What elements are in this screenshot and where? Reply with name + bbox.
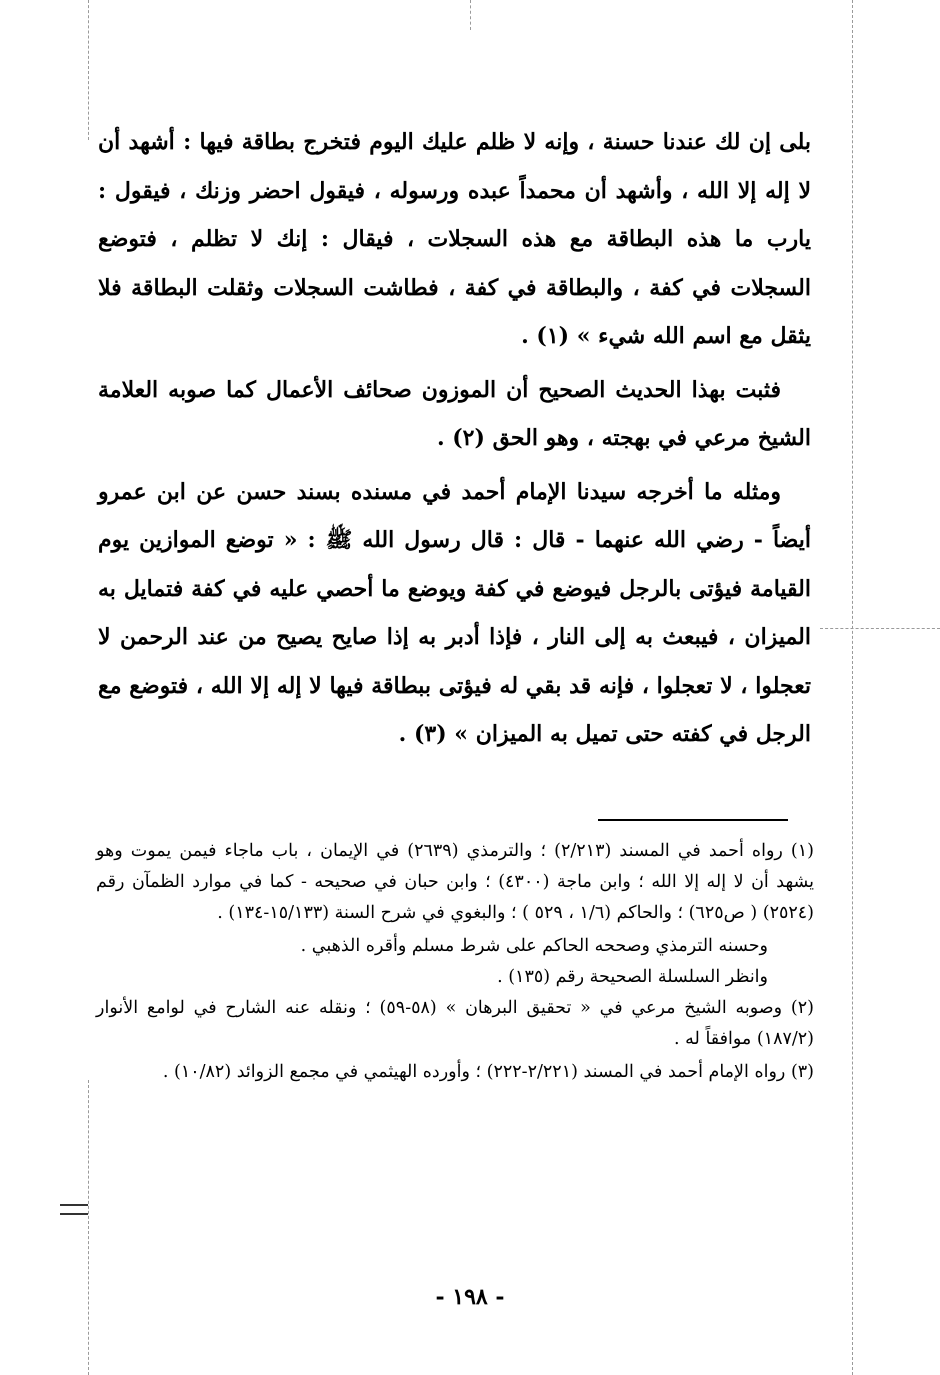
footnote-3: (٣) رواه الإمام أحمد في المسند (٢/٢٢١-٢٢٢) ؛ وأورده الهيثمي في مجمع الزوائد (١٠/٨٢) . (162, 1062, 814, 1082)
paragraph-3: ومثله ما أخرجه سيدنا الإمام أحمد في مسنده بسند حسن عن ابن عمرو أيضاً - رضي الله عنهما - قال : قال رسول الله ﷺ : « توضع الموازين يوم القيامة فيؤتى بالرجل فيوضع في كفة ويوضع ما أحصي عليه في كفة فتمايل به الميزان ، فيبعث به إلى النار ، فإذا أدبر به إذا صايح يصيح من عند الرحمن لا تعجلوا ، لا تعجلوا ، فإنه قد بقي له فيؤتى ببطاقة فيها لا إله إلا الله ، فتوضع مع الرجل في كفته حتى تميل به الميزان » (٣) . (98, 478, 811, 747)
scan-fold-line-top (470, 0, 471, 30)
paragraph-1: بلى إن لك عندنا حسنة ، وإنه لا ظلم عليك اليوم فتخرج بطاقة فيها : أشهد أن لا إله إلا الله ، وأشهد أن محمداً عبده ورسوله ، فيقول احضر وزنك ، فيقول : يارب ما هذه البطاقة مع هذه السجلات ، فيقال : إنك لا تظلم ، فتوضع السجلات في كفة ، والبطاقة في كفة ، فطاشت السجلات وثقلت البطاقة فلا يثقل مع اسم الله شيء » (١) . (98, 129, 811, 349)
footnote-1-note-1: وحسنه الترمذي وصححه الحاكم على شرط مسلم وأقره الذهبي . (300, 936, 768, 956)
scan-fold-line-horizontal (820, 628, 940, 629)
footnotes (96, 836, 814, 1090)
footnote-1-note-2: وانظر السلسلة الصحيحة رقم (١٣٥) . (497, 967, 768, 987)
main-text (98, 118, 811, 759)
footnote-1: (١) رواه أحمد في المسند (٢/٢١٣) ؛ والترمذي (٢٦٣٩) في الإيمان ، باب ماجاء فيمن يموت وهو يشهد أن لا إله إلا الله ؛ وابن ماجة (٤٣٠٠) ؛ وابن حبان في صحيحه - كما في موارد الظمآن رقم (٢٥٢٤) ( ص٦٢٥) ؛ والحاكم (١/٦ ، ٥٢٩ ) ؛ والبغوي في شرح السنة (١٥/١٣٣-١٣٤) . (96, 841, 814, 923)
footnote-separator (598, 819, 788, 821)
scan-fold-line-left (88, 0, 89, 140)
scan-fold-line-left-bottom (88, 1080, 89, 1375)
scan-mark (60, 1204, 88, 1215)
footnote-2: (٢) وصوبه الشيخ مرعي في « تحقيق البرهان » (٥٨-٥٩) ؛ ونقله عنه الشارح في لوامع الأنوار (١٨٧/٢) موافقاً له . (96, 998, 814, 1049)
page-number: - ١٩٨ - (435, 1284, 505, 1310)
paragraph-2: فثبت بهذا الحديث الصحيح أن الموزون صحائف الأعمال كما صوبه العلامة الشيخ مرعي في بهجته ، وهو الحق (٢) . (98, 376, 811, 451)
scan-fold-line-right (852, 0, 853, 1375)
